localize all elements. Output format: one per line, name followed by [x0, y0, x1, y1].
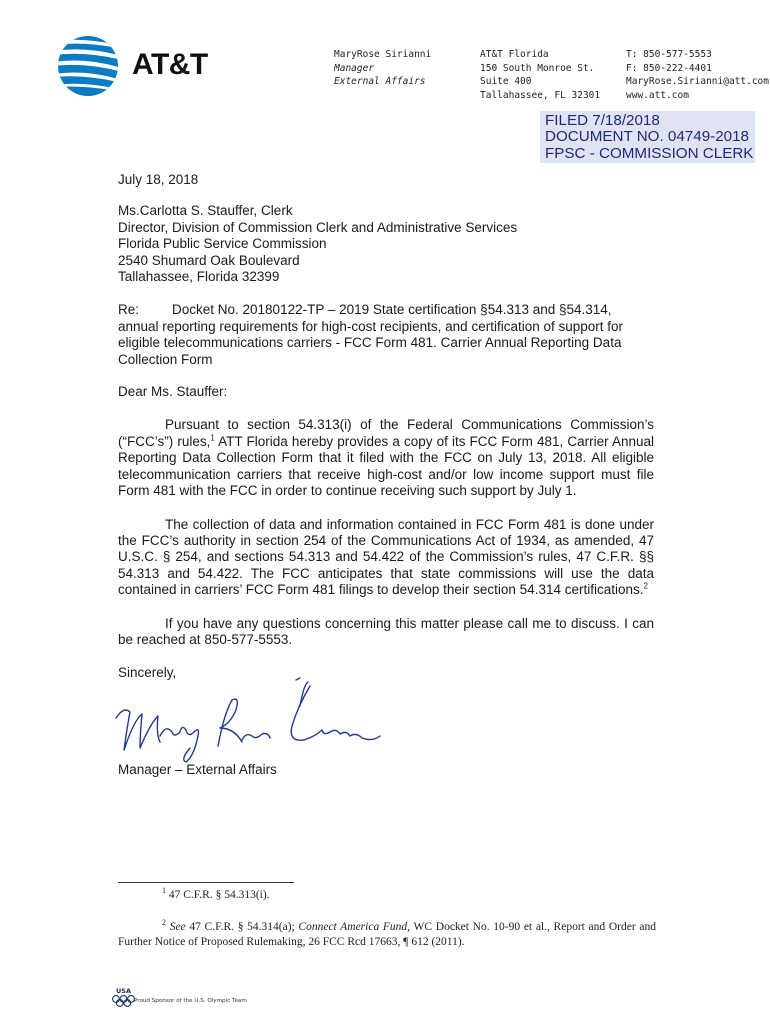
- signature: [110, 676, 390, 766]
- letter-date: July 18, 2018: [118, 172, 199, 187]
- sender-name: MaryRose Sirianni: [334, 49, 432, 60]
- office-company: AT&T Florida: [480, 49, 549, 60]
- att-logo-text: AT&T: [132, 48, 208, 81]
- footnote-1-text: 47 C.F.R. § 54.313(i).: [166, 889, 270, 901]
- footnote-2-text-b: , WC Docket No. 10-90 et al., Report and Order and Further Notice of Proposed Rulemaking, 26 FCC Rcd 17663, ¶ 612 (2011).: [118, 921, 656, 948]
- contact-fax: F: 850-222-4401: [626, 62, 712, 74]
- address-line: Ms.Carlotta S. Stauffer, Clerk: [118, 203, 293, 219]
- footnote-1: [118, 888, 656, 903]
- footnote-2-case: Connect America Fund: [298, 921, 408, 933]
- stamp-document-number: DOCUMENT NO. 04749-2018: [545, 128, 749, 146]
- salutation: Dear Ms. Stauffer:: [118, 384, 228, 400]
- sender-dept: External Affairs: [334, 76, 426, 87]
- address-line: 2540 Shumard Oak Boulevard: [118, 252, 300, 268]
- paragraph-1-text-b: ATT Florida hereby provides a copy of its FCC Form 481, Carrier Annual Reporting Data Collection Form that it filed with the FCC on July 13, 2018. All eligible telecommunication carriers that receive high-cost and/or low income support must file Form 481 with the FCC in order to continue receiving such support by July 1.: [118, 433, 654, 499]
- sender-role: Manager: [334, 62, 375, 74]
- footnote-2: [118, 920, 656, 950]
- address-line: Tallahassee, Florida 32399: [118, 269, 280, 285]
- office-suite: Suite 400: [480, 76, 532, 87]
- olympic-sponsor-text: Proud Sponsor of the U.S. Olympic Team: [134, 998, 247, 1004]
- contact-phone: T: 850-577-5553: [626, 49, 712, 60]
- re-text: Docket No. 20180122-TP – 2019 State certification §54.313 and §54.314, annual reporting requirements for high-cost recipients, and certification of support for eligible telecommunications carriers - FCC Form 481. Carrier Annual Reporting Data Collection Form: [118, 302, 624, 367]
- filing-stamp: [540, 111, 755, 163]
- att-logo: [56, 34, 256, 104]
- olympic-usa-mark: USA: [116, 987, 131, 995]
- subject-line: [118, 302, 654, 368]
- paragraph-1-text-a: Pursuant to section 54.313(i) of the Federal Communications Commission’s (“FCC’s”) rules,: [118, 417, 654, 449]
- contact-web: www.att.com: [626, 89, 689, 101]
- paragraph-3: If you have any questions concerning this matter please call me to discuss. I can be reached at 850-577-5553.: [118, 615, 654, 647]
- contact-email: MaryRose.Sirianni@att.com: [626, 76, 769, 87]
- footnote-2-number: 2: [162, 918, 166, 928]
- att-globe-icon: [56, 34, 120, 98]
- office-street: 150 South Monroe St.: [480, 62, 595, 74]
- office-address-block: [480, 48, 600, 102]
- office-city: Tallahassee, FL 32301: [480, 89, 601, 101]
- closing: Sincerely,: [118, 665, 177, 681]
- contact-block: [626, 48, 769, 102]
- footnote-ref-2: 2: [643, 581, 648, 591]
- address-line: Florida Public Service Commission: [118, 236, 327, 252]
- footnote-divider: [118, 882, 294, 883]
- stamp-filed-date: FILED 7/18/2018: [545, 112, 660, 129]
- paragraph-2-text: The collection of data and information contained in FCC Form 481 is done under the FCC’s authority in section 254 of the Communications Act of 1934, as amended, 47 U.S.C. § 254, and sections 54.313 and 54.422 of the Commission’s rules, 47 C.F.R. §§ 54.313 and 54.422. The FCC anticipates that state commissions will use the data contained in carriers’ FCC Form 481 filings to develop their section 54.314 certifications.: [118, 516, 654, 598]
- paragraph-2: [118, 517, 654, 599]
- sender-block: [334, 48, 431, 89]
- stamp-clerk: FPSC - COMMISSION CLERK: [545, 144, 754, 162]
- letter-body: [118, 172, 654, 682]
- footnote-ref-1: 1: [210, 433, 215, 443]
- signer-title: Manager – External Affairs: [118, 762, 277, 777]
- paragraph-1: [118, 417, 654, 499]
- footnote-2-text-a: 47 C.F.R. § 54.314(a);: [185, 921, 299, 933]
- recipient-address: [118, 203, 654, 285]
- footnote-1-number: 1: [162, 886, 166, 896]
- re-label: Re:: [118, 302, 140, 318]
- footnote-2-see: See: [166, 921, 186, 933]
- address-line: Director, Division of Commission Clerk and Administrative Services: [118, 219, 518, 235]
